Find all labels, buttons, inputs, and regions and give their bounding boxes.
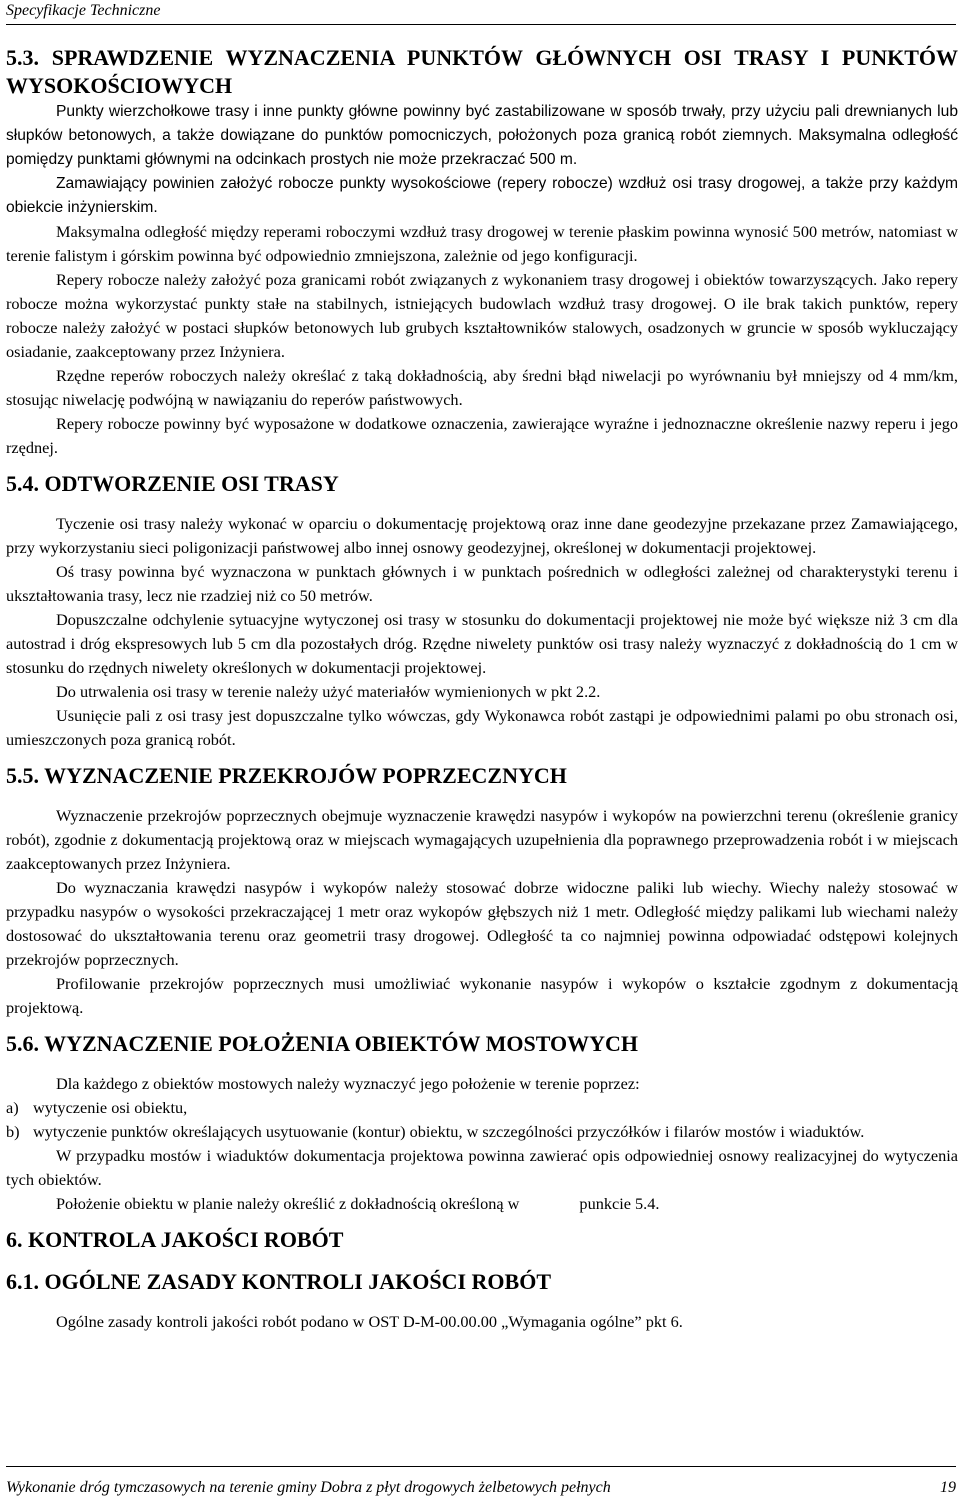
section-5-6-paragraph-3-reference: punkcie 5.4. bbox=[579, 1194, 660, 1213]
section-6-1-paragraph-1: Ogólne zasady kontroli jakości robót podano w OST D-M-00.00.00 „Wymagania ogólne” pkt 6. bbox=[56, 1312, 683, 1331]
section-5-3-paragraph-4: Repery robocze należy założyć poza granicami robót związanych z wykonaniem trasy drogowej i obiektów towarzyszących. Jako repery robocze można wykorzystać punkty stałe na stabilnych, istniejących budowlach wzdłuż trasy drogowej. O ile brak takich punktów, repery robocze należy założyć w postaci słupków betonowych lub grubych kształtowników stalowych, osadzonych w gruncie w sposób wykluczający osiadanie, zaakceptowany przez Inżyniera. bbox=[6, 270, 958, 361]
section-5-6-paragraph-3 bbox=[6, 1192, 958, 1216]
section-5-6-paragraph-1: Dla każdego z obiektów mostowych należy wyznaczyć jego położenie w terenie poprzez: bbox=[56, 1074, 640, 1093]
section-5-3-paragraph-6: Repery robocze powinny być wyposażone w dodatkowe oznaczenia, zawierające wyraźne i jednoznaczne określenie nazwy reperu i jego rzędnej. bbox=[6, 414, 958, 457]
section-5-4-paragraph-3: Dopuszczalne odchylenie sytuacyjne wytyczonej osi trasy w stosunku do dokumentacji projektowej nie może być większe niż 3 cm dla autostrad i dróg ekspresowych lub 5 cm dla pozostałych dróg. Rzędne niwelety punktów osi trasy należy wyznaczyć z dokładnością do 1 cm w stosunku do rzędnych niwelety określonych w dokumentacji projektowej. bbox=[6, 610, 958, 677]
section-5-3-paragraph-5: Rzędne reperów roboczych należy określać z taką dokładnością, aby średni błąd niwelacji po wyrównaniu był mniejszy od 4 mm/km, stosując niwelację podwójną w nawiązaniu do reperów państwowych. bbox=[6, 366, 958, 409]
section-5-3-paragraph-3: Maksymalna odległość między reperami roboczymi wzdłuż trasy drogowej w terenie płaskim powinna wynosić 500 metrów, natomiast w terenie falistym i górskim powinna być odpowiednio zmniejszona, zależnie od jego konfiguracji. bbox=[6, 222, 958, 265]
section-6-1-heading: 6.1. OGÓLNE ZASADY KONTROLI JAKOŚCI ROBÓT bbox=[6, 1269, 551, 1294]
section-5-5-paragraph-3: Profilowanie przekrojów poprzecznych musi umożliwiać wykonanie nasypów i wykopów o kształcie zgodnym z dokumentacją projektową. bbox=[6, 974, 958, 1017]
page-footer bbox=[6, 1466, 956, 1497]
section-5-5-paragraph-2: Do wyznaczania krawędzi nasypów i wykopów należy stosować dobrze widoczne paliki lub wiechy. Wiechy należy stosować w przypadku nasypów o wysokości przekraczającej 1 metr oraz wykopów głębszych niż 1 metr. Odległość między palikami lub wiechami należy dostosować do ukształtowania terenu oraz geometrii trasy drogowej. Odległość ta co najmniej powinna odpowiadać odstępowi kolejnych przekrojów poprzecznych. bbox=[6, 878, 958, 969]
section-5-4-paragraph-4: Do utrwalenia osi trasy w terenie należy użyć materiałów wymienionych w pkt 2.2. bbox=[56, 682, 601, 701]
section-5-4-paragraph-1: Tyczenie osi trasy należy wykonać w oparciu o dokumentację projektową oraz inne dane geodezyjne przekazane przez Zamawiającego, przy wykorzystaniu sieci poligonizacji państwowej albo innej osnowy geodezyjnej, określonej w dokumentacji projektowej. bbox=[6, 514, 958, 557]
section-5-5-paragraph-1: Wyznaczenie przekrojów poprzecznych obejmuje wyznaczenie krawędzi nasypów i wykopów na powierzchni terenu (określenie granicy robót), zgodnie z dokumentacją projektową oraz w miejscach wymagających uzupełnienia dla poprawnego przeprowadzenia robót i w miejscach zaakceptowanych przez Inżyniera. bbox=[6, 806, 958, 873]
list-item-text: wytyczenie osi obiektu, bbox=[33, 1098, 188, 1117]
section-5-6-paragraph-2: W przypadku mostów i wiaduktów dokumentacja projektowa powinna zawierać opis odpowiedniej osnowy realizacyjnej do wytyczenia tych obiektów. bbox=[6, 1146, 958, 1189]
section-5-4-paragraph-5: Usunięcie pali z osi trasy jest dopuszczalne tylko wówczas, gdy Wykonawca robót zastąpi je odpowiednimi palami po obu stronach osi, umieszczonych poza granicą robót. bbox=[6, 706, 958, 749]
section-5-4-paragraph-2: Oś trasy powinna być wyznaczona w punktach głównych i w punktach pośrednich w odległości zależnej od charakterystyki terenu i ukształtowania trasy, lecz nie rzadziej niż co 50 metrów. bbox=[6, 562, 958, 605]
list-item-marker: a) bbox=[6, 1098, 19, 1117]
section-5-3-sans-block bbox=[6, 100, 958, 220]
section-5-3-heading: 5.3. SPRAWDZENIE WYZNACZENIA PUNKTÓW GŁÓWNYCH OSI TRASY I PUNKTÓW WYSOKOŚCIOWYCH bbox=[6, 45, 958, 98]
list-item-marker: b) bbox=[6, 1122, 20, 1141]
section-5-3-paragraph-2: Zamawiający powinien założyć robocze punkty wysokościowe (repery robocze) wzdłuż osi trasy drogowej, a także przy każdym obiekcie inżynierskim. bbox=[6, 175, 958, 216]
page-number: 19 bbox=[940, 1479, 956, 1496]
section-5-6-heading: 5.6. WYZNACZENIE POŁOŻENIA OBIEKTÓW MOSTOWYCH bbox=[6, 1031, 639, 1056]
section-6-heading: 6. KONTROLA JAKOŚCI ROBÓT bbox=[6, 1227, 344, 1252]
list-item bbox=[6, 1120, 958, 1144]
page-content bbox=[6, 44, 958, 1334]
list-item-text: wytyczenie punktów określających usytuowanie (kontur) obiektu, w szczególności przyczółków i filarów mostów i wiaduktów. bbox=[33, 1122, 865, 1141]
list-item bbox=[6, 1096, 958, 1120]
section-5-3-paragraph-1: Punkty wierzchołkowe trasy i inne punkty główne powinny być zastabilizowane w sposób trwały, przy użyciu pali drewnianych lub słupków betonowych, a także dowiązane do punktów pomocniczych, położonych poza granicą robót ziemnych. Maksymalna odległość pomiędzy punktami głównymi na odcinkach prostych nie może przekraczać 500 m. bbox=[6, 103, 958, 168]
section-5-4-heading: 5.4. ODTWORZENIE OSI TRASY bbox=[6, 471, 339, 496]
section-5-5-heading: 5.5. WYZNACZENIE PRZEKROJÓW POPRZECZNYCH bbox=[6, 763, 567, 788]
header-title: Specyfikacje Techniczne bbox=[6, 2, 161, 19]
section-5-6-paragraph-3-text: Położenie obiektu w planie należy określić z dokładnością określoną w bbox=[56, 1194, 520, 1213]
footer-title: Wykonanie dróg tymczasowych na terenie gminy Dobra z płyt drogowych żelbetowych pełnych bbox=[6, 1479, 611, 1496]
page-header bbox=[6, 0, 956, 25]
